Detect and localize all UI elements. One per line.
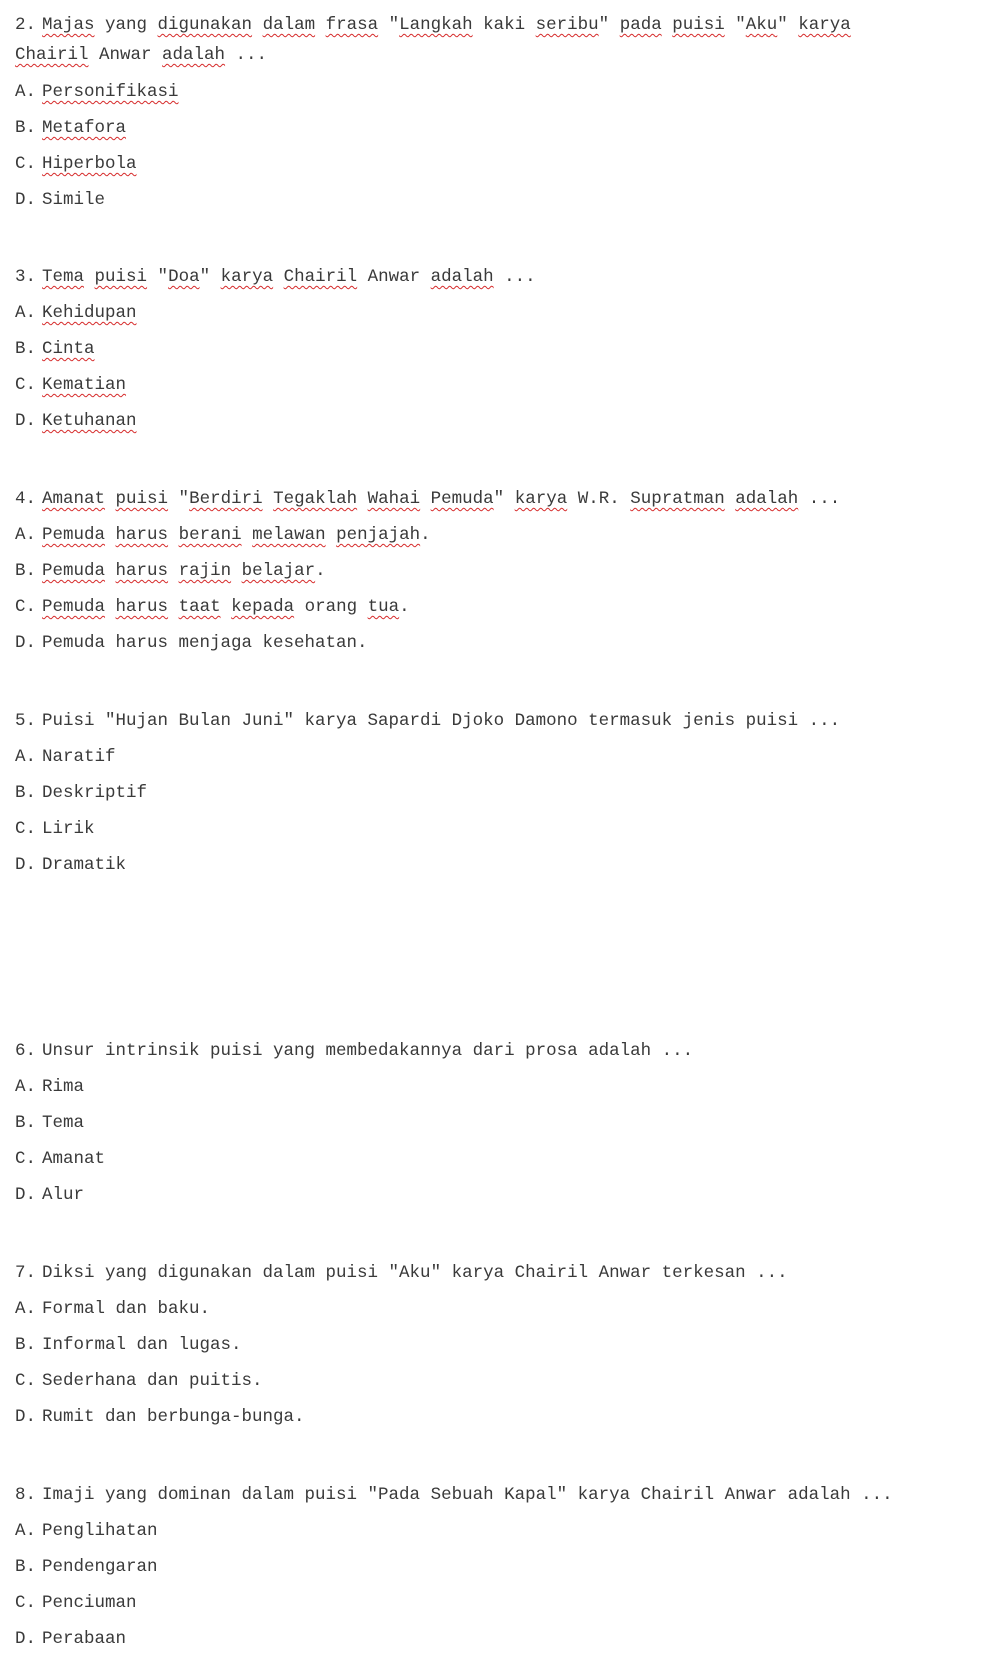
option-c[interactable]: [15, 1141, 915, 1177]
option-letter: A.: [15, 1077, 37, 1097]
stem-segment: puisi: [115, 489, 169, 509]
option-letter: B.: [15, 339, 37, 359]
option-letter: D.: [15, 411, 37, 431]
option-text: [42, 525, 431, 545]
question-text: Unsur intrinsik puisi yang membedakannya dari prosa adalah ...: [42, 1041, 694, 1061]
stem-segment: Tegaklah: [273, 489, 358, 509]
question-3: [15, 259, 915, 439]
stem-segment: dalam: [262, 15, 316, 35]
option-letter: B.: [15, 1335, 37, 1355]
option-letter: C.: [15, 154, 37, 174]
stem-segment: karya: [514, 489, 568, 509]
stem-segment: ": [147, 267, 169, 287]
stem-segment: [263, 489, 274, 509]
option-segment: [168, 597, 179, 617]
question-number: 6.: [15, 1041, 37, 1061]
option-letter: B.: [15, 118, 37, 138]
option-text: Simile: [42, 190, 106, 210]
stem-segment: puisi: [672, 15, 725, 35]
option-letter: D.: [15, 1407, 37, 1427]
option-letter: A.: [15, 747, 37, 767]
question-text: [42, 267, 536, 287]
option-text: Alur: [42, 1185, 85, 1205]
stem-segment: Aku: [745, 15, 778, 35]
question-stem: [15, 1255, 915, 1291]
stem-segment: [420, 489, 431, 509]
stem-segment: [315, 15, 326, 35]
stem-segment: Majas: [42, 15, 95, 35]
option-a[interactable]: [15, 1291, 915, 1327]
option-segment: harus: [115, 525, 169, 545]
question-8: [15, 1477, 915, 1657]
question-number: 8.: [15, 1485, 37, 1505]
option-segment: .: [399, 597, 410, 617]
option-segment: [105, 525, 116, 545]
option-segment: belajar: [241, 561, 316, 581]
stem-segment: ...: [798, 489, 841, 509]
question-4: [15, 481, 915, 661]
stem-segment: ": [378, 15, 400, 35]
option-b[interactable]: [15, 1105, 915, 1141]
option-segment: melawan: [252, 525, 326, 545]
stem-segment: ...: [225, 45, 268, 65]
option-letter: D.: [15, 1629, 37, 1649]
option-text: Perabaan: [42, 1629, 127, 1649]
question-5: [15, 703, 915, 883]
option-segment: .: [420, 525, 431, 545]
option-b[interactable]: [15, 110, 915, 146]
option-segment: kepada: [231, 597, 295, 617]
question-text: Imaji yang dominan dalam puisi "Pada Sebuah Kapal" karya Chairil Anwar adalah ...: [42, 1485, 893, 1505]
option-a[interactable]: [15, 74, 915, 110]
stem-segment: ...: [493, 267, 536, 287]
stem-segment: seribu: [535, 15, 599, 35]
option-segment: [221, 597, 232, 617]
stem-segment: Berdiri: [189, 489, 263, 509]
option-letter: A.: [15, 525, 37, 545]
option-letter: B.: [15, 783, 37, 803]
option-segment: berani: [178, 525, 242, 545]
option-segment: [105, 561, 116, 581]
option-c[interactable]: [15, 589, 915, 625]
option-c[interactable]: [15, 1363, 915, 1399]
option-letter: B.: [15, 561, 37, 581]
option-letter: C.: [15, 1593, 37, 1613]
question-number: 3.: [15, 267, 37, 287]
stem-segment: adalah: [430, 267, 494, 287]
stem-segment: [662, 15, 673, 35]
question-text: [15, 15, 851, 65]
option-letter: A.: [15, 1521, 37, 1541]
option-letter: D.: [15, 190, 37, 210]
question-text: [42, 489, 840, 509]
option-text: Hiperbola: [42, 154, 137, 174]
stem-segment: [725, 489, 736, 509]
option-b[interactable]: [15, 331, 915, 367]
option-text: Dramatik: [42, 855, 127, 875]
option-text: Metafora: [42, 118, 127, 138]
stem-segment: Tema: [42, 267, 85, 287]
stem-segment: [105, 489, 116, 509]
option-b[interactable]: [15, 1549, 915, 1585]
option-letter: D.: [15, 1185, 37, 1205]
option-letter: C.: [15, 1371, 37, 1391]
option-segment: rajin: [178, 561, 232, 581]
option-c[interactable]: [15, 811, 915, 847]
option-text: Tema: [42, 1113, 85, 1133]
option-segment: harus: [115, 561, 169, 581]
question-text: Diksi yang digunakan dalam puisi "Aku" karya Chairil Anwar terkesan ...: [42, 1263, 788, 1283]
question-2: [15, 10, 915, 218]
option-text: Naratif: [42, 747, 116, 767]
question-stem: [15, 259, 915, 295]
stem-segment: digunakan: [157, 15, 253, 35]
stem-segment: adalah: [735, 489, 799, 509]
option-segment: [168, 561, 179, 581]
stem-segment: ": [777, 15, 799, 35]
question-number: 2.: [15, 15, 37, 35]
question-stem: [15, 1477, 915, 1513]
stem-segment: ": [199, 267, 221, 287]
option-c[interactable]: [15, 367, 915, 403]
option-segment: Pemuda: [42, 525, 106, 545]
option-text: Rumit dan berbunga-bunga.: [42, 1407, 305, 1427]
option-segment: .: [315, 561, 326, 581]
option-letter: A.: [15, 303, 37, 323]
option-segment: tua: [367, 597, 400, 617]
stem-segment: [84, 267, 95, 287]
option-d[interactable]: [15, 1177, 915, 1213]
option-segment: [326, 525, 337, 545]
option-segment: [105, 597, 116, 617]
question-7: [15, 1255, 915, 1435]
stem-segment: pada: [619, 15, 662, 35]
option-c[interactable]: [15, 1585, 915, 1621]
question-number: 5.: [15, 711, 37, 731]
stem-segment: Doa: [168, 267, 200, 287]
stem-segment: kaki: [472, 15, 536, 35]
stem-segment: [357, 489, 368, 509]
question-stem: [15, 703, 915, 739]
option-segment: orang: [294, 597, 368, 617]
option-segment: harus: [115, 597, 169, 617]
option-text: Rima: [42, 1077, 85, 1097]
stem-segment: Pemuda: [430, 489, 494, 509]
option-a[interactable]: [15, 295, 915, 331]
option-text: Amanat: [42, 1149, 106, 1169]
stem-segment: ": [724, 15, 746, 35]
stem-segment: puisi: [94, 267, 148, 287]
question-number: 4.: [15, 489, 37, 509]
option-text: Deskriptif: [42, 783, 148, 803]
option-letter: A.: [15, 1299, 37, 1319]
option-text: Penciuman: [42, 1593, 137, 1613]
option-segment: taat: [178, 597, 221, 617]
option-segment: [242, 525, 253, 545]
question-stem: [15, 1033, 915, 1069]
stem-segment: karya: [798, 15, 851, 35]
stem-segment: Chairil: [283, 267, 358, 287]
stem-segment: Chairil: [15, 45, 89, 65]
stem-segment: karya: [220, 267, 274, 287]
stem-segment: Anwar: [88, 45, 163, 65]
option-segment: Pemuda: [42, 561, 106, 581]
stem-segment: yang: [94, 15, 158, 35]
option-text: Kematian: [42, 375, 127, 395]
option-letter: D.: [15, 633, 37, 653]
option-letter: C.: [15, 819, 37, 839]
question-text: Puisi "Hujan Bulan Juni" karya Sapardi Djoko Damono termasuk jenis puisi ...: [42, 711, 841, 731]
stem-segment: Wahai: [367, 489, 421, 509]
option-letter: A.: [15, 82, 37, 102]
option-b[interactable]: [15, 1327, 915, 1363]
option-text: Lirik: [42, 819, 95, 839]
option-b[interactable]: [15, 553, 915, 589]
option-letter: C.: [15, 375, 37, 395]
stem-segment: Langkah: [399, 15, 473, 35]
option-text: Kehidupan: [42, 303, 137, 323]
option-letter: C.: [15, 1149, 37, 1169]
stem-segment: Supratman: [630, 489, 725, 509]
option-text: [42, 597, 410, 617]
question-stem: [15, 481, 915, 517]
option-segment: Pemuda: [42, 597, 106, 617]
option-a[interactable]: [15, 739, 915, 775]
option-text: Formal dan baku.: [42, 1299, 211, 1319]
option-text: [42, 561, 326, 581]
option-a[interactable]: [15, 1513, 915, 1549]
option-text: Sederhana dan puitis.: [42, 1371, 263, 1391]
option-d[interactable]: [15, 847, 915, 883]
stem-segment: ": [168, 489, 190, 509]
option-text: Pemuda harus menjaga kesehatan.: [42, 633, 368, 653]
stem-segment: Amanat: [42, 489, 106, 509]
option-segment: [168, 525, 179, 545]
option-d[interactable]: [15, 182, 915, 218]
stem-segment: ": [598, 15, 620, 35]
stem-segment: adalah: [162, 45, 226, 65]
option-c[interactable]: [15, 146, 915, 182]
question-number: 7.: [15, 1263, 37, 1283]
option-a[interactable]: [15, 1069, 915, 1105]
option-text: Pendengaran: [42, 1557, 158, 1577]
stem-segment: frasa: [325, 15, 379, 35]
option-d[interactable]: [15, 625, 915, 661]
option-b[interactable]: [15, 775, 915, 811]
option-text: Cinta: [42, 339, 95, 359]
option-d[interactable]: [15, 403, 915, 439]
option-text: Penglihatan: [42, 1521, 158, 1541]
option-letter: D.: [15, 855, 37, 875]
option-segment: [231, 561, 242, 581]
option-segment: penjajah: [336, 525, 421, 545]
option-a[interactable]: [15, 517, 915, 553]
option-d[interactable]: [15, 1399, 915, 1435]
option-text: Informal dan lugas.: [42, 1335, 242, 1355]
option-text: Personifikasi: [42, 82, 179, 102]
stem-segment: W.R.: [567, 489, 631, 509]
question-6: [15, 1033, 915, 1213]
option-text: Ketuhanan: [42, 411, 137, 431]
option-d[interactable]: [15, 1621, 915, 1657]
stem-segment: [252, 15, 263, 35]
stem-segment: ": [493, 489, 515, 509]
option-letter: B.: [15, 1113, 37, 1133]
stem-segment: [273, 267, 284, 287]
option-letter: B.: [15, 1557, 37, 1577]
stem-segment: Anwar: [357, 267, 431, 287]
option-letter: C.: [15, 597, 37, 617]
question-stem: [15, 10, 915, 74]
